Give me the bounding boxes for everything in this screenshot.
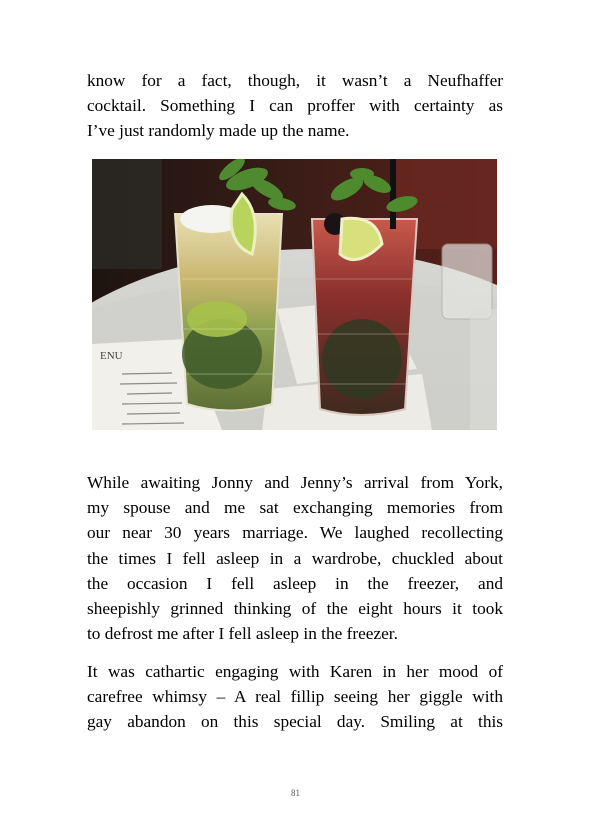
paragraph-3 (87, 659, 503, 735)
page-number: 81 (291, 788, 300, 798)
paragraph-1 (87, 68, 503, 144)
text-line: our near 30 years marriage. We laughed recollecting (87, 523, 503, 543)
text-line: It was cathartic engaging with Karen in her mood of (87, 662, 503, 681)
menu-text: ENU (100, 350, 123, 362)
text-line: carefree whimsy – A real fillip seeing her giggle with (87, 687, 503, 707)
text-line: gay abandon on this special day. Smiling at this (87, 712, 503, 732)
paragraph-2 (87, 470, 503, 646)
text-line: the occasion I fell asleep in the freezer, and (87, 573, 503, 593)
text-line: I’ve just randomly made up the name. (87, 121, 350, 141)
text-line: sheepishly grinned thinking of the eight hours it took (87, 598, 503, 618)
text-line: While awaiting Jonny and Jenny’s arrival from York, (87, 473, 503, 492)
text-line: my spouse and me sat exchanging memories from (87, 498, 503, 518)
text-line: cocktail. Something I can proffer with certainty as (87, 96, 503, 116)
cocktails-photo (92, 159, 497, 430)
text-line: know for a fact, though, it wasn’t a Neufhaffer (87, 71, 503, 90)
text-line: to defrost me after I fell asleep in the freezer. (87, 624, 398, 644)
text-line: the times I fell asleep in a wardrobe, chuckled about (87, 548, 503, 568)
